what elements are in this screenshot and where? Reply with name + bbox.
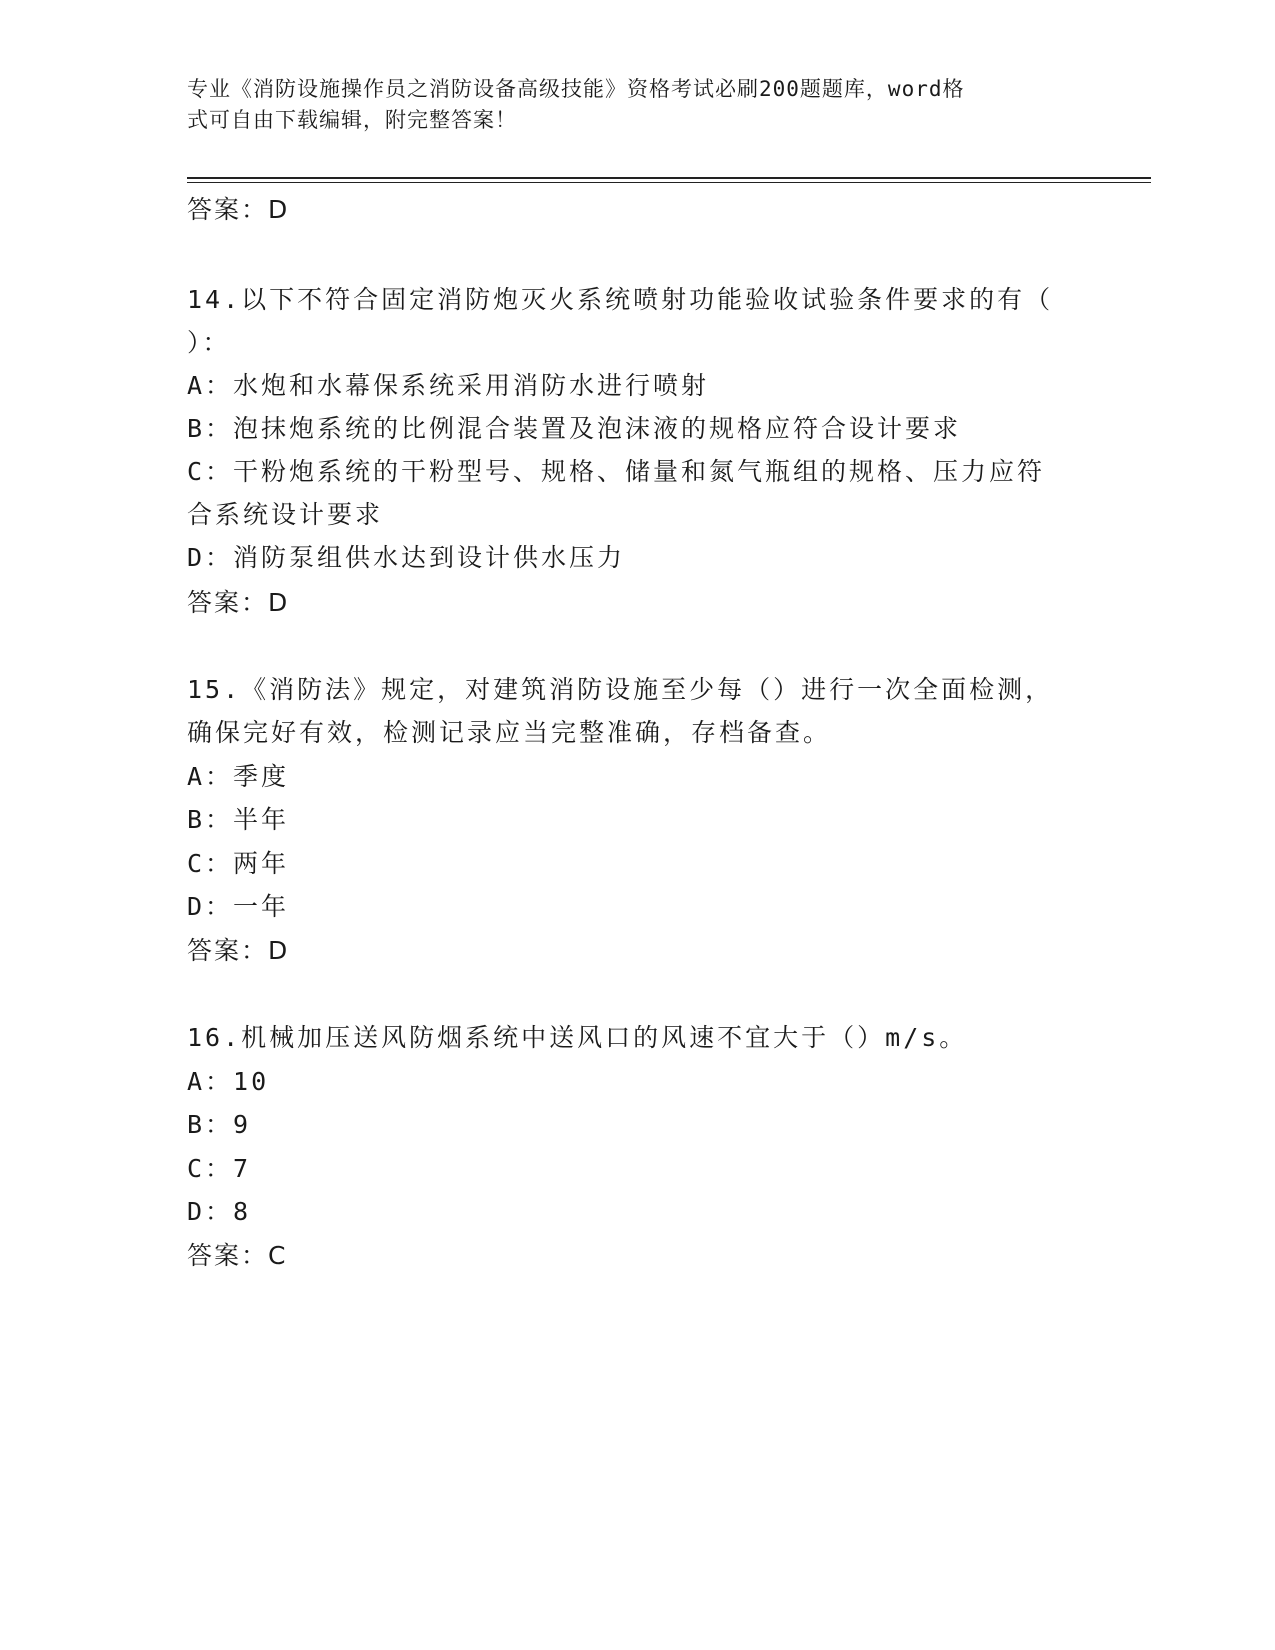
option-b: B：半年 [187,805,290,834]
option-b: B：泡抹炮系统的比例混合装置及泡沫液的规格应符合设计要求 [187,414,962,443]
header-divider-thin [187,182,1151,183]
answer: 答案：D [187,588,290,617]
header-line-1: 专业《消防设施操作员之消防设备高级技能》资格考试必刷200题题库，word格 [187,77,965,101]
option-c: C：7 [187,1154,252,1183]
previous-answer: 答案：D [187,195,290,224]
option-d: D：一年 [187,892,290,921]
option-a: A：10 [187,1067,270,1096]
option-b: B：9 [187,1110,252,1139]
option-d: D：消防泵组供水达到设计供水压力 [187,543,626,572]
option-c: C：两年 [187,849,290,878]
page-header [187,74,1067,136]
header-divider [187,177,1151,179]
question-stem: 15.《消防法》规定，对建筑消防设施至少每（）进行一次全面检测， [187,675,1054,704]
option-a: A：季度 [187,762,290,791]
header-line-2: 式可自由下载编辑，附完整答案！ [187,108,517,132]
option-d: D：8 [187,1197,252,1226]
question-stem: 14.以下不符合固定消防炮灭火系统喷射功能验收试验条件要求的有（ [187,285,1054,314]
question-stem: 16.机械加压送风防烟系统中送风口的风速不宜大于（）m/s。 [187,1023,968,1052]
option-c: C：干粉炮系统的干粉型号、规格、储量和氮气瓶组的规格、压力应符 [187,457,1046,486]
option-a: A：水炮和水幕保系统采用消防水进行喷射 [187,371,710,400]
option-c-continued: 合系统设计要求 [187,500,384,529]
question-stem: ）： [187,328,231,357]
answer: 答案：D [187,936,290,965]
question-stem: 确保完好有效，检测记录应当完整准确，存档备查。 [187,718,832,747]
answer: 答案：C [187,1241,288,1270]
